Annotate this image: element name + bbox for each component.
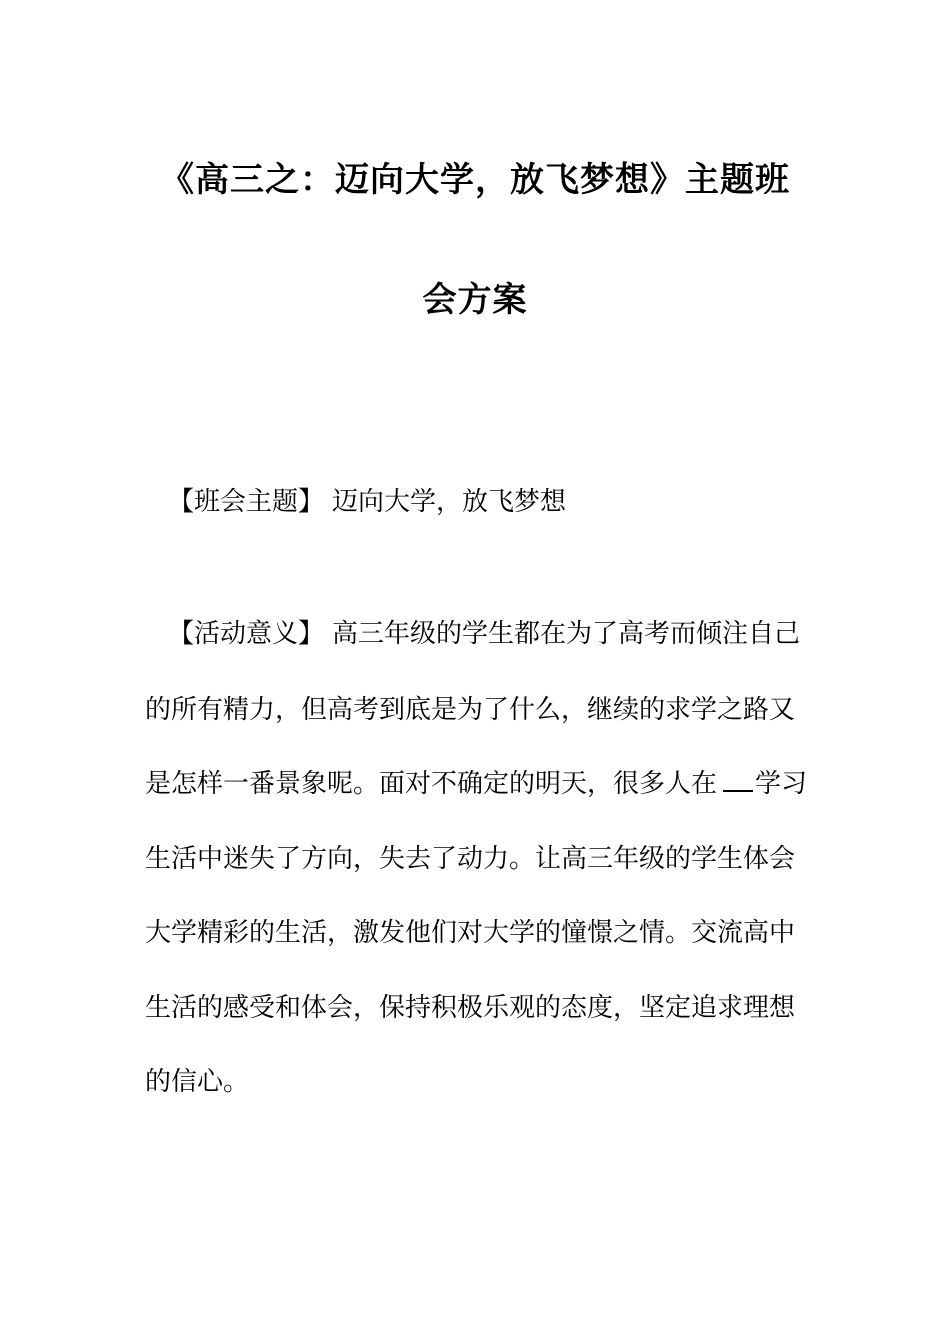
theme-label: 【班会主题】 bbox=[168, 487, 325, 517]
significance-label: 【活动意义】 bbox=[168, 619, 325, 649]
theme-value: 迈向大学，放飞梦想 bbox=[332, 487, 567, 517]
significance-text-3a: 是怎样一番景象呢。面对不确定的明天，很多人在 bbox=[145, 769, 718, 799]
significance-line-6: 生活的感受和体会，保持积极乐观的态度，坚定追求理想 bbox=[145, 993, 796, 1023]
significance-line-7: 的信心。 bbox=[145, 1067, 250, 1097]
theme-paragraph bbox=[168, 486, 828, 518]
blank-underline bbox=[723, 768, 753, 792]
significance-line-4: 生活中迷失了方向，失去了动力。让高三年级的学生体会 bbox=[145, 844, 796, 874]
significance-line-5: 大学精彩的生活，激发他们对大学的憧憬之情。交流高中 bbox=[145, 918, 796, 948]
significance-line-3 bbox=[145, 768, 808, 800]
significance-line-1 bbox=[168, 618, 828, 650]
significance-line-2: 的所有精力，但高考到底是为了什么，继续的求学之路又 bbox=[145, 695, 796, 725]
document-title-line-2: 会方案 bbox=[422, 280, 528, 320]
significance-text-3b: 学习 bbox=[755, 769, 808, 799]
significance-text-1: 高三年级的学生都在为了高考而倾注自己 bbox=[332, 619, 801, 649]
document-title-line-1: 《高三之：迈向大学，放飞梦想》主题班 bbox=[160, 160, 790, 200]
